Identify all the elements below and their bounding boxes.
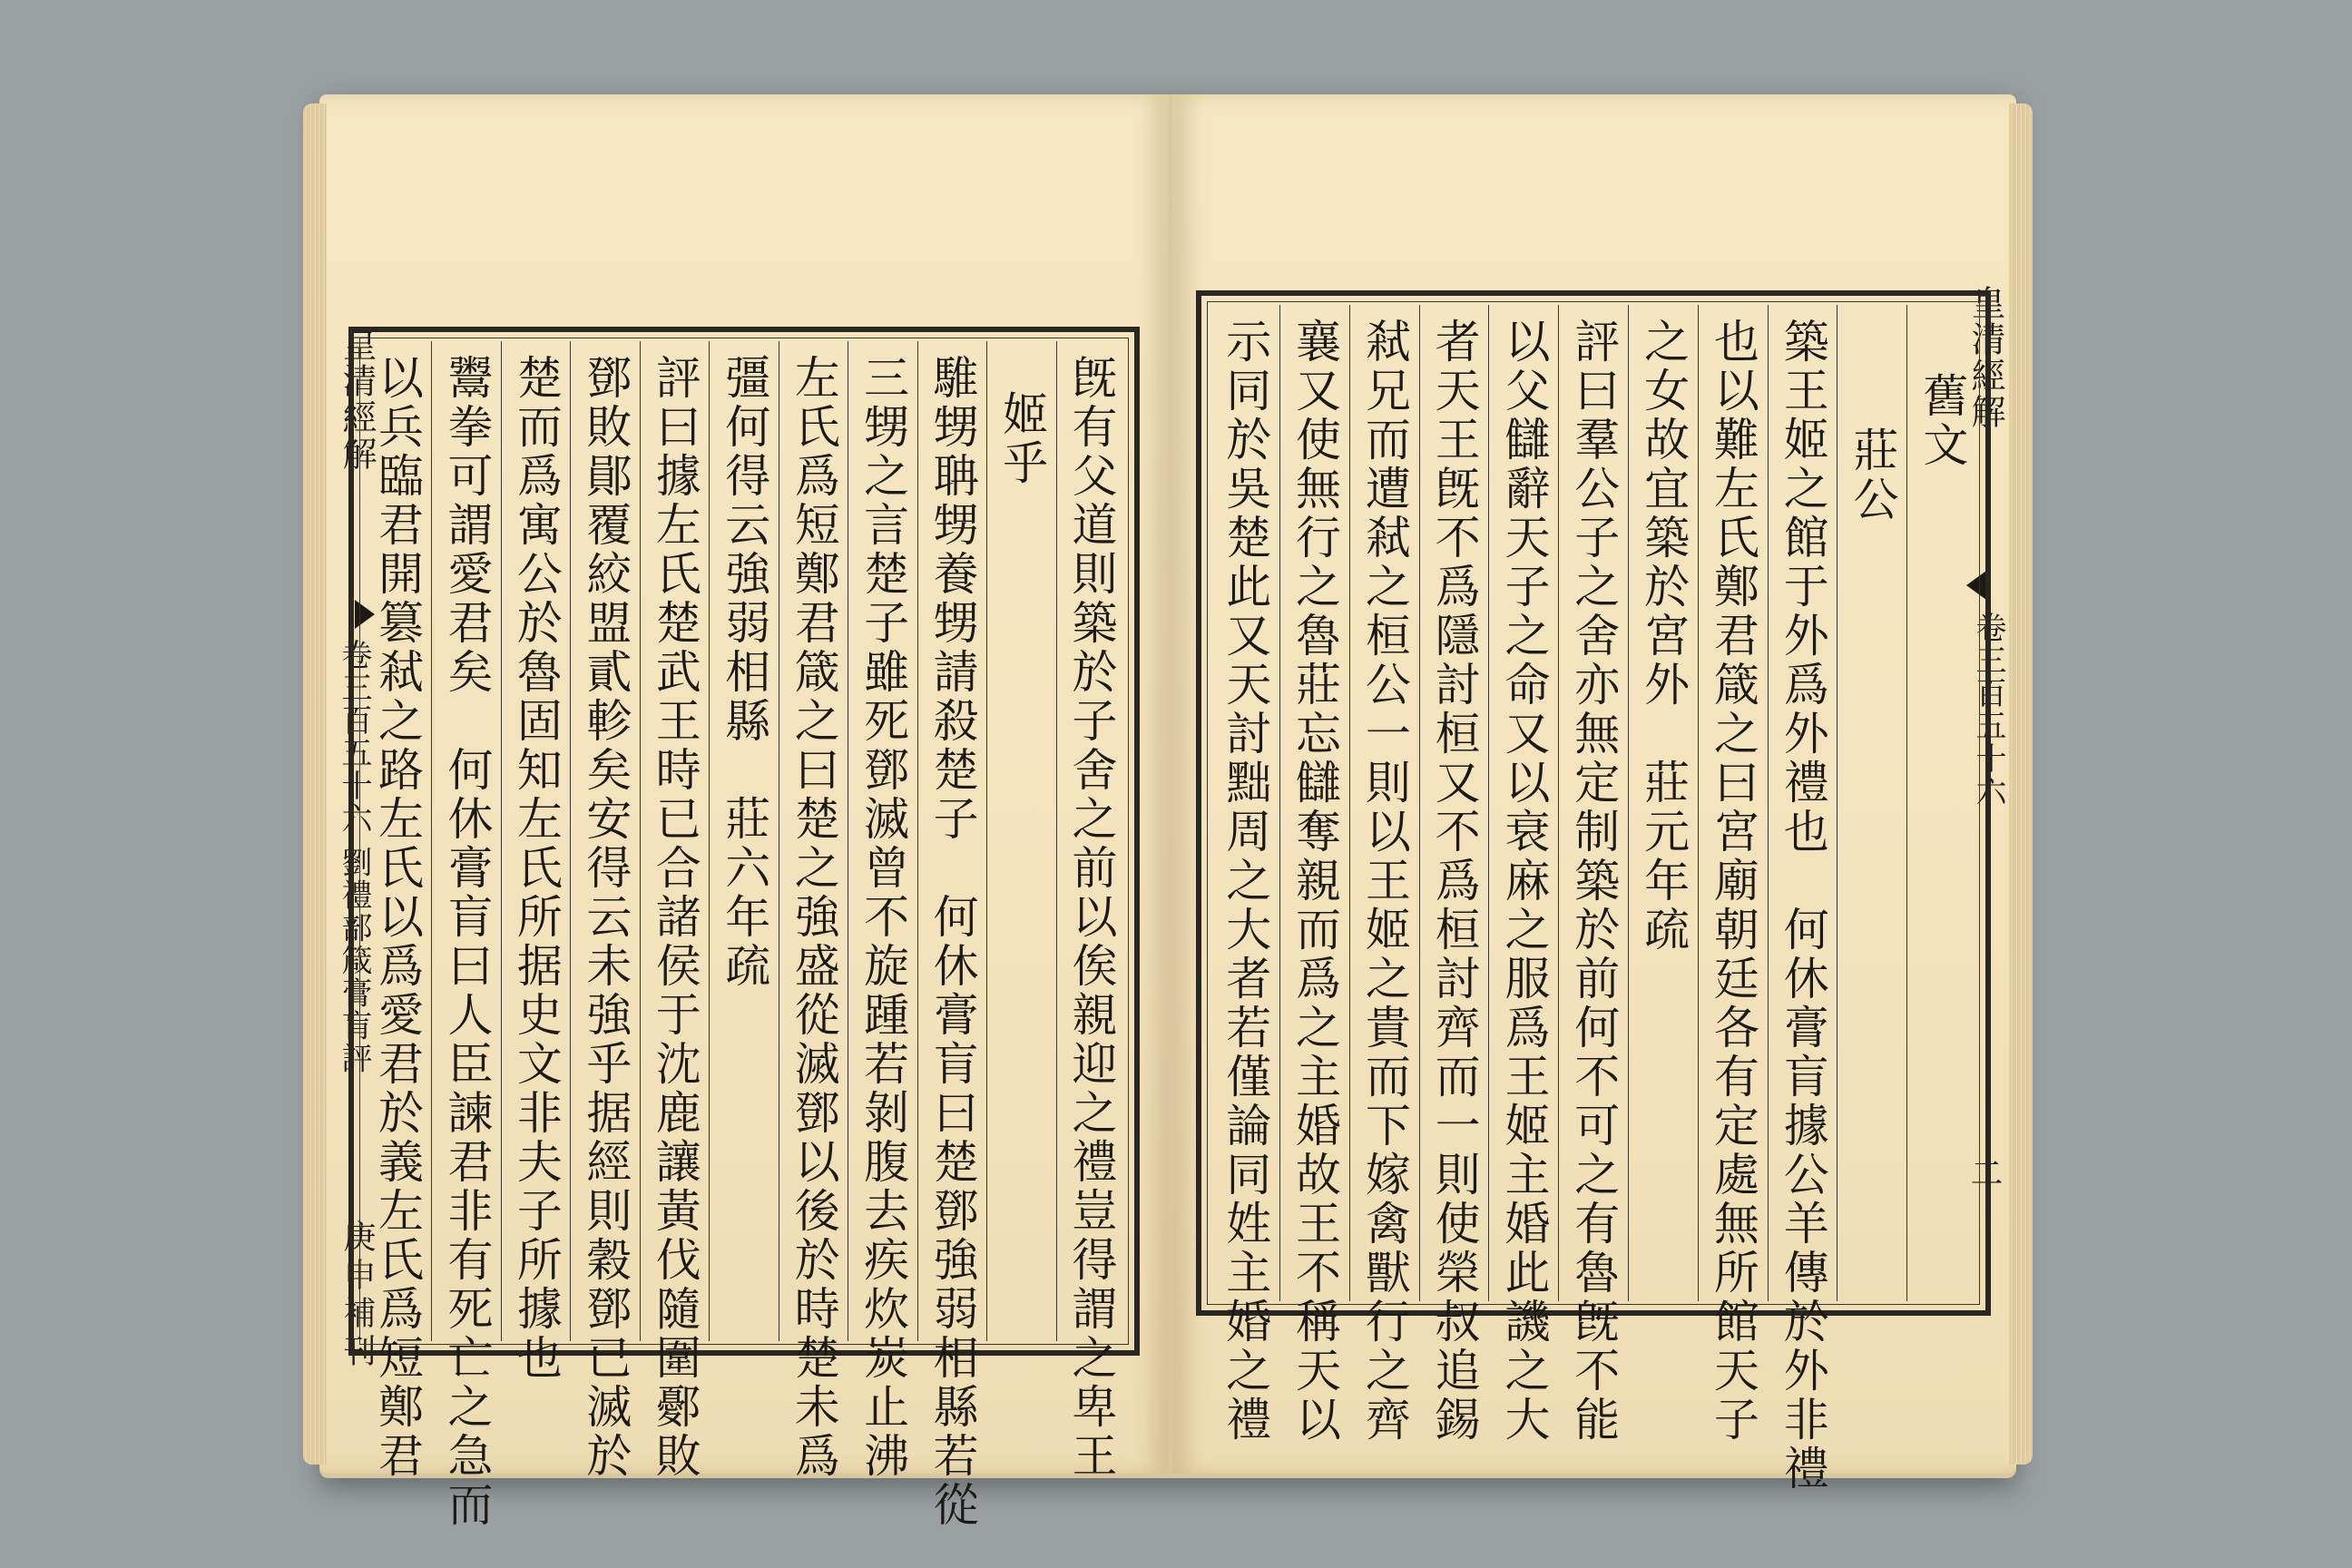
text-column (917, 341, 986, 1530)
right-page (1172, 94, 2016, 1494)
column-text: 鬻拳可謂愛君矣 何休膏肓曰人臣諫君非有死亡之急而 (440, 354, 494, 1530)
column-text: 弒兄而遭弒之桓公一則以王姬之貴而下嫁禽獸行之齊 (1357, 318, 1411, 1445)
left-volume-label: 卷三百五十六 劉禮部箴膏肓評 (336, 639, 372, 1075)
column-text: 左氏爲短鄭君箴之曰楚之強盛從滅鄧以後於時楚未爲 (787, 354, 840, 1481)
column-text: 鄧敗鄖覆絞盟貳軫矣安得云未強乎据經則穀鄧已滅於 (579, 354, 632, 1481)
text-column (1698, 305, 1768, 1445)
left-reprint-label: 庚申補刊 (338, 1220, 376, 1372)
left-page (319, 94, 1169, 1530)
column-text: 以兵臨君開篡弒之路左氏以爲愛君於義左氏爲短鄭君 (370, 354, 424, 1481)
text-column (1906, 305, 1976, 1301)
text-column (640, 341, 709, 1481)
column-text: 也以難左氏鄭君箴之曰宮廟朝廷各有定處無所館天子 (1706, 318, 1759, 1445)
column-text: 莊公 (1846, 426, 1899, 524)
text-column (1279, 305, 1349, 1445)
column-text: 之女故宜築於宮外 莊元年疏 (1637, 318, 1690, 955)
left-page-edge (303, 103, 327, 1465)
right-text-frame (1196, 290, 1991, 1494)
text-column (848, 341, 916, 1481)
left-columns (363, 341, 1125, 1530)
right-page-number: 二 (1965, 1156, 2003, 1189)
text-column (1558, 305, 1628, 1445)
open-book (319, 94, 2016, 1530)
column-text: 示同於吳楚此又天討黜周之大者若僅論同姓主婚之禮 (1219, 318, 1272, 1445)
column-text: 旣有父道則築於子舍之前以俟親迎之禮豈得謂之卑王 (1064, 354, 1118, 1481)
column-text: 楚而爲寓公於魯固知左氏所据史文非夫子所據也 (509, 354, 563, 1383)
column-text: 築王姬之館于外爲外禮也 何休膏肓據公羊傳於外非禮 (1776, 318, 1829, 1494)
text-column (1349, 305, 1419, 1445)
column-text: 姬乎 (995, 390, 1049, 488)
text-column (1488, 305, 1558, 1445)
column-text: 彊何得云強弱相縣 莊六年疏 (718, 354, 771, 991)
text-column (1210, 305, 1279, 1445)
text-column (1768, 305, 1838, 1494)
right-book-title: 皇清經解 (1965, 285, 2005, 430)
right-page-edge (2009, 103, 2033, 1465)
text-column (501, 341, 570, 1383)
text-column (1628, 305, 1698, 1301)
text-column (779, 341, 848, 1481)
text-column (1056, 341, 1125, 1481)
right-volume-label: 卷三百五十六 (1970, 612, 2006, 808)
text-column (431, 341, 500, 1530)
text-column (709, 341, 778, 1341)
text-column (1837, 305, 1906, 1301)
column-text: 襄又使無行之魯莊忘讎奪親而爲之主婚故王不稱天以 (1289, 318, 1342, 1445)
column-text: 三甥之言楚子雖死鄧滅曾不旋踵若剝腹去疾炊炭止沸 (857, 354, 910, 1481)
column-text: 者天王旣不爲隱討桓又不爲桓討齊而一則使榮叔追錫 (1427, 318, 1481, 1445)
column-text: 舊文 (1916, 372, 1969, 470)
text-column (570, 341, 639, 1481)
column-text: 評曰據左氏楚武王時已合諸侯于沈鹿讓黃伐隨圍鄾敗 (648, 354, 701, 1481)
right-columns (1210, 305, 1976, 1494)
text-column (363, 341, 431, 1481)
left-text-frame (348, 327, 1140, 1530)
column-text: 評曰羣公子之舍亦無定制築於前何不可之有魯旣不能 (1567, 318, 1621, 1445)
column-text: 騅甥聃甥養甥請殺楚子 何休膏肓曰楚鄧強弱相縣若從 (926, 354, 979, 1530)
left-book-title: 皇清經解 (337, 327, 377, 472)
text-column (1419, 305, 1489, 1445)
column-text: 以父讎辭天子之命又以衰麻之服爲王姬主婚此譏之大 (1497, 318, 1551, 1445)
text-column (986, 341, 1055, 1341)
